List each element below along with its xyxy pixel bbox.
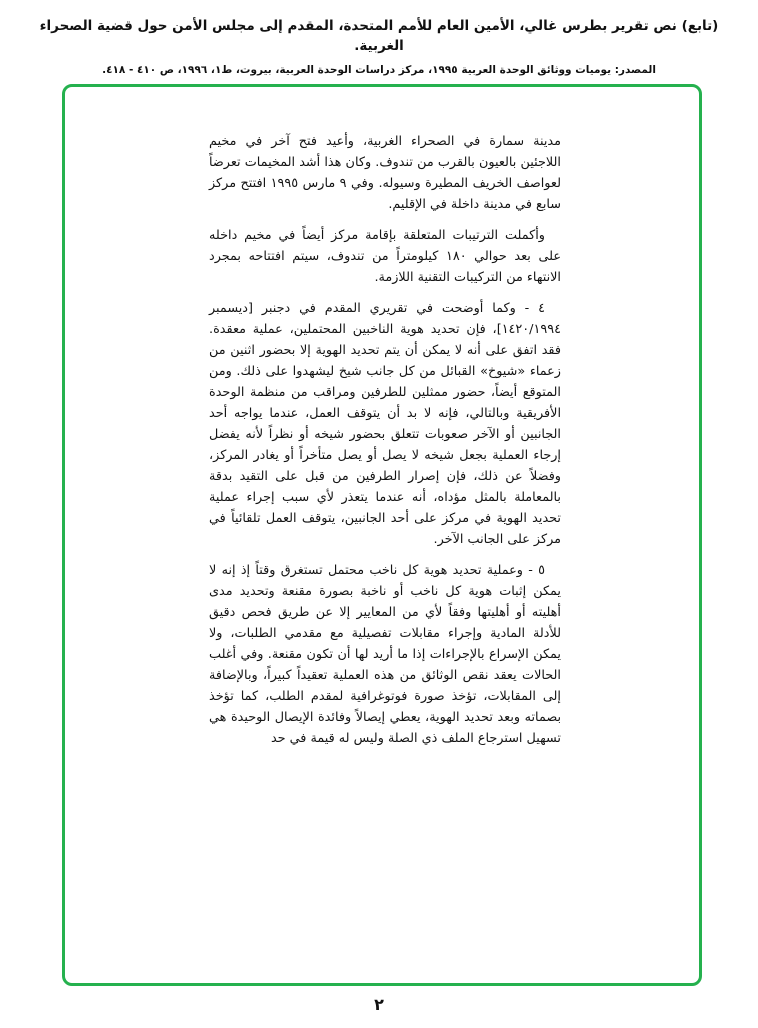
document-body-text <box>209 131 561 759</box>
document-frame <box>62 84 702 986</box>
page-number: ٢ <box>374 995 384 1014</box>
paragraph: وأكملت الترتيبات المتعلقة بإقامة مركز أيضاً في مخيم داخله على بعد حوالي ١٨٠ كيلومتراً من تندوف، سيتم افتتاحه بمجرد الانتهاء من التركيبات التقنية اللازمة. <box>209 228 561 285</box>
paragraph: ٥ - وعملية تحديد هوية كل ناخب محتمل تستغرق وقتاً إذ إنه لا يمكن إثبات هوية كل ناخب أو ناخبة بصورة مقنعة وتحديد مدى أهليته أو أهليتها وفقاً لأي من المعايير إلا عن طريق فحص دقيق للأدلة المادية وإجراء مقابلات تفصيلية مع مقدمي الطلبات، ولا يمكن الإسراع بالإجراءات إذا ما أريد لها أن تكون مقنعة. وفي أغلب الحالات يعقد نقص الوثائق من هذه العملية تعقيداً كبيراً، وبالإضافة إلى المقابلات، تؤخذ صورة فوتوغرافية لمقدم الطلب، كما تؤخذ بصماته وبعد تحديد الهوية، يعطي إيصالاً وفائدة الإيصال الوحيدة هي تسهيل استرجاع الملف ذي الصلة وليس له قيمة في حد <box>209 563 561 746</box>
paragraph: ٤ - وكما أوضحت في تقريري المقدم في دجنبر [ديسمبر ١٤٢٠/١٩٩٤]، فإن تحديد هوية الناخبين المحتملين، عملية معقدة. فقد اتفق على أنه لا يمكن أن يتم تحديد الهوية إلا بحضور اثنين من زعماء «شيوخ» القبائل من كل جانب شيخ ليشهدوا على ذلك. ومن المتوقع أيضاً، حضور ممثلين للطرفين ومراقب من منظمة الوحدة الأفريقية وبالتالي، فإنه لا بد أن يتوقف العمل، عندما يواجه أحد الجانبين أو الآخر صعوبات تتعلق بحضور شيخه أو نظراً لأنه يفضل إرجاء العملية بجعل شيخه لا يصل أو يصل متأخراً أو يغادر المركز، وفضلاً عن ذلك، فإن إصرار الطرفين من قبل على التقيد بدقة بالمعاملة بالمثل مؤداه، أنه عندما يتعذر لأي سبب إجراء عملية تحديد الهوية في مركز على أحد الجانبين، يتوقف العمل تلقائياً في مركز على الجانب الآخر. <box>209 301 561 547</box>
page-header <box>0 16 758 78</box>
source-citation: المصدر: يوميات ووثائق الوحدة العربية ١٩٩٥، مركز دراسات الوحدة العربية، بيروت، ط١، ١٩٩٦، ص ٤١٠ - ٤١٨. <box>102 63 656 76</box>
paragraph: مدينة سمارة في الصحراء الغربية، وأعيد فتح آخر في مخيم اللاجئين بالعيون بالقرب من تندوف. وكان هذا أشد المخيمات تعرضاً لعواصف الخريف المطيرة وسيوله. وفي ٩ مارس ١٩٩٥ افتتح مركز سابع في مدينة داخلة في الإقليم. <box>209 134 561 212</box>
report-title: (تابع) نص تقرير بطرس غالي، الأمين العام للأمم المتحدة، المقدم إلى مجلس الأمن حول قضية الصحراء الغربية. <box>39 18 719 55</box>
